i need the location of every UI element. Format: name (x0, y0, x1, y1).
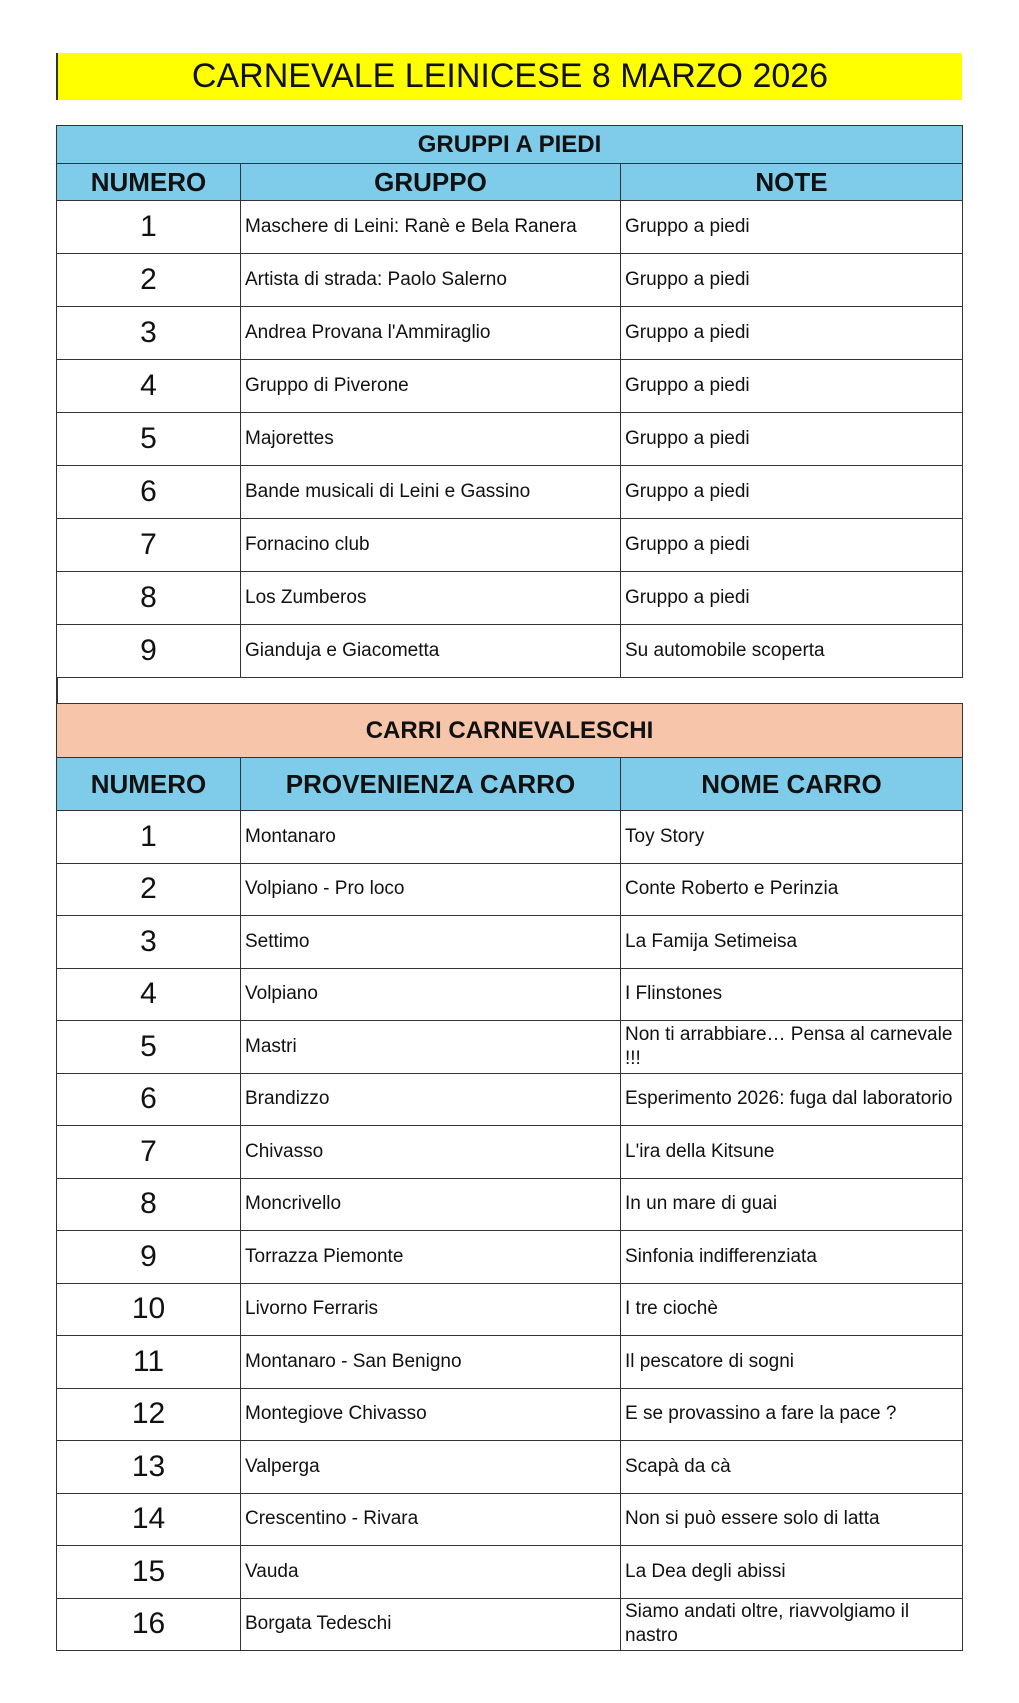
column-header-gruppo: GRUPPO (241, 164, 621, 201)
column-header-nome-carro: NOME CARRO (621, 758, 963, 811)
float-name: Non si può essere solo di latta (621, 1493, 963, 1546)
table-row (57, 625, 963, 678)
table-row (57, 360, 963, 413)
column-header-provenienza: PROVENIENZA CARRO (241, 758, 621, 811)
row-number: 3 (57, 916, 241, 969)
float-name: Conte Roberto e Perinzia (621, 863, 963, 916)
table-row (57, 916, 963, 969)
column-header-note: NOTE (621, 164, 963, 201)
carri-rows (57, 811, 963, 1651)
group-name: Gianduja e Giacometta (241, 625, 621, 678)
page-title: CARNEVALE LEINICESE 8 MARZO 2026 (56, 53, 962, 100)
table-row (57, 968, 963, 1021)
group-name: Majorettes (241, 413, 621, 466)
row-number: 9 (57, 625, 241, 678)
group-name: Andrea Provana l'Ammiraglio (241, 307, 621, 360)
table-row (57, 466, 963, 519)
float-origin: Valperga (241, 1441, 621, 1494)
group-note: Gruppo a piedi (621, 466, 963, 519)
float-origin: Mastri (241, 1021, 621, 1074)
row-number: 15 (57, 1546, 241, 1599)
table-row (57, 1178, 963, 1231)
row-number: 3 (57, 307, 241, 360)
table-row (57, 811, 963, 864)
float-origin: Volpiano - Pro loco (241, 863, 621, 916)
float-origin: Borgata Tedeschi (241, 1598, 621, 1651)
table-row (57, 863, 963, 916)
float-name: Il pescatore di sogni (621, 1336, 963, 1389)
float-origin: Montanaro - San Benigno (241, 1336, 621, 1389)
float-name: La Dea degli abissi (621, 1546, 963, 1599)
table-row (57, 1283, 963, 1336)
group-note: Gruppo a piedi (621, 254, 963, 307)
float-origin: Montegiove Chivasso (241, 1388, 621, 1441)
column-header-row (57, 758, 963, 811)
row-number: 2 (57, 863, 241, 916)
section-header-row (57, 704, 963, 758)
float-origin: Moncrivello (241, 1178, 621, 1231)
float-name: La Famija Setimeisa (621, 916, 963, 969)
group-note: Su automobile scoperta (621, 625, 963, 678)
gruppi-rows (57, 201, 963, 678)
group-note: Gruppo a piedi (621, 519, 963, 572)
float-name: Toy Story (621, 811, 963, 864)
column-header-numero: NUMERO (57, 164, 241, 201)
float-name: Siamo andati oltre, riavvolgiamo il nastro (621, 1598, 963, 1651)
row-number: 2 (57, 254, 241, 307)
column-header-row (57, 164, 963, 201)
table-row (57, 1598, 963, 1651)
row-number: 5 (57, 1021, 241, 1074)
table-row (57, 413, 963, 466)
group-name: Bande musicali di Leini e Gassino (241, 466, 621, 519)
table-row (57, 572, 963, 625)
float-name: I tre ciochè (621, 1283, 963, 1336)
table-row (57, 1073, 963, 1126)
table-row (57, 1021, 963, 1074)
float-name: Esperimento 2026: fuga dal laboratorio (621, 1073, 963, 1126)
row-number: 6 (57, 466, 241, 519)
row-number: 13 (57, 1441, 241, 1494)
float-name: I Flinstones (621, 968, 963, 1021)
table-row (57, 307, 963, 360)
table-row (57, 1493, 963, 1546)
group-note: Gruppo a piedi (621, 307, 963, 360)
table-row (57, 1441, 963, 1494)
row-number: 12 (57, 1388, 241, 1441)
group-note: Gruppo a piedi (621, 413, 963, 466)
float-origin: Crescentino - Rivara (241, 1493, 621, 1546)
table-row (57, 519, 963, 572)
table-row (57, 1546, 963, 1599)
float-origin: Livorno Ferraris (241, 1283, 621, 1336)
column-header-numero: NUMERO (57, 758, 241, 811)
row-number: 11 (57, 1336, 241, 1389)
float-origin: Montanaro (241, 811, 621, 864)
float-name: Non ti arrabbiare… Pensa al carnevale !!! (621, 1021, 963, 1074)
float-name: In un mare di guai (621, 1178, 963, 1231)
group-name: Los Zumberos (241, 572, 621, 625)
group-name: Maschere di Leini: Ranè e Bela Ranera (241, 201, 621, 254)
float-name: Sinfonia indifferenziata (621, 1231, 963, 1284)
section-title-carri: CARRI CARNEVALESCHI (57, 704, 963, 758)
float-name: L'ira della Kitsune (621, 1126, 963, 1179)
gruppi-a-piedi-table (56, 125, 963, 678)
carri-carnevaleschi-table (56, 703, 963, 1651)
float-origin: Torrazza Piemonte (241, 1231, 621, 1284)
float-name: E se provassino a fare la pace ? (621, 1388, 963, 1441)
row-number: 7 (57, 1126, 241, 1179)
group-note: Gruppo a piedi (621, 201, 963, 254)
float-name: Scapà da cà (621, 1441, 963, 1494)
table-row (57, 254, 963, 307)
table-row (57, 1388, 963, 1441)
float-origin: Volpiano (241, 968, 621, 1021)
section-header-row (57, 126, 963, 164)
row-number: 4 (57, 360, 241, 413)
table-row (57, 1126, 963, 1179)
row-number: 4 (57, 968, 241, 1021)
row-number: 16 (57, 1598, 241, 1651)
row-number: 9 (57, 1231, 241, 1284)
float-origin: Brandizzo (241, 1073, 621, 1126)
row-number: 1 (57, 201, 241, 254)
float-origin: Chivasso (241, 1126, 621, 1179)
row-number: 6 (57, 1073, 241, 1126)
table-row (57, 1231, 963, 1284)
row-number: 5 (57, 413, 241, 466)
float-origin: Vauda (241, 1546, 621, 1599)
section-divider (56, 677, 58, 705)
row-number: 10 (57, 1283, 241, 1336)
row-number: 8 (57, 572, 241, 625)
group-name: Gruppo di Piverone (241, 360, 621, 413)
float-origin: Settimo (241, 916, 621, 969)
group-name: Fornacino club (241, 519, 621, 572)
row-number: 14 (57, 1493, 241, 1546)
group-note: Gruppo a piedi (621, 572, 963, 625)
row-number: 1 (57, 811, 241, 864)
table-row (57, 1336, 963, 1389)
group-name: Artista di strada: Paolo Salerno (241, 254, 621, 307)
row-number: 7 (57, 519, 241, 572)
row-number: 8 (57, 1178, 241, 1231)
section-title-gruppi: GRUPPI A PIEDI (57, 126, 963, 164)
table-row (57, 201, 963, 254)
group-note: Gruppo a piedi (621, 360, 963, 413)
